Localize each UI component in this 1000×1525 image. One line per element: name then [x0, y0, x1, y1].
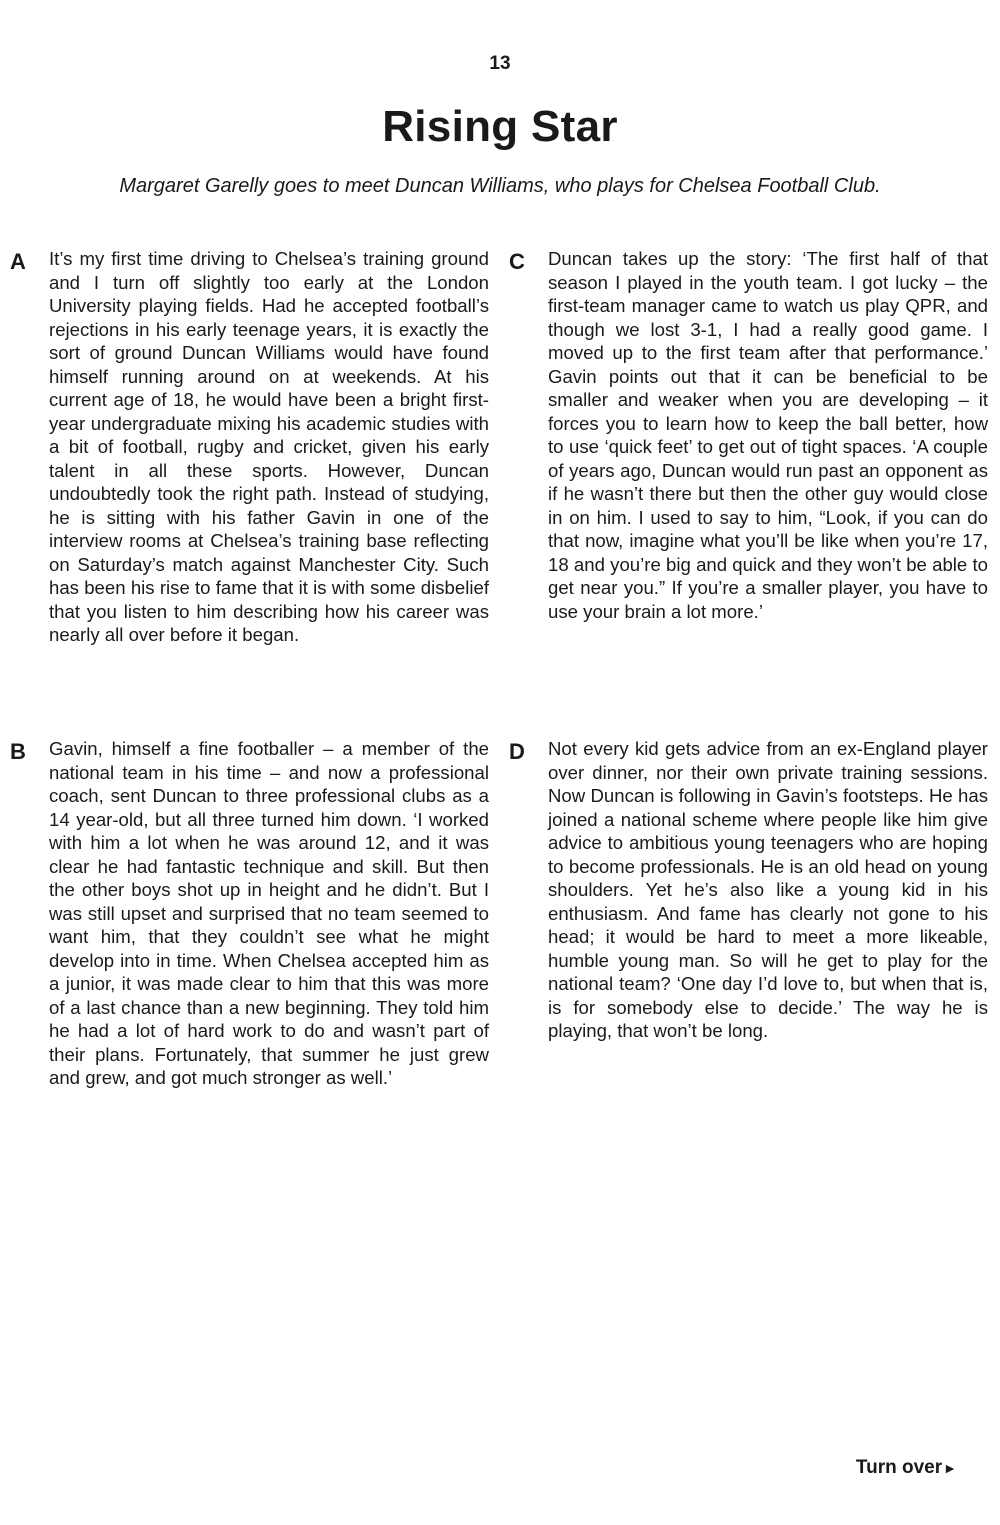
article-title: Rising Star	[382, 102, 618, 151]
section-letter: B	[10, 739, 26, 764]
turn-over-indicator	[856, 1457, 957, 1479]
section-letter: C	[509, 249, 525, 274]
section-text: Not every kid gets advice from an ex-England player over dinner, nor their own private training sessions. Now Duncan is following in Gavin’s footsteps. He has joined a national scheme where people like him give advice to ambitious young teenagers who are hoping to become professionals. He is an old head on young shoulders. Yet he’s also like a young kid in his enthusiasm. And fame has clearly not gone to his head; it would be hard to meet a more likeable, humble young man. So will he get to play for the national team? ‘One day I’d love to, but when that is, is for somebody else to decide.’ The way he is playing, that won’t be long.	[548, 738, 988, 1041]
section-text: Duncan takes up the story: ‘The first half of that season I played in the youth team. I got lucky – the first-team manager came to watch us play QPR, and though we lost 3-1, I had a really good game. I moved up to the first team after that performance.’ Gavin points out that it can be beneficial to be smaller and weaker when you are developing – it forces you to learn how to keep the ball better, how to use ‘quick feet’ to get out of tight spaces. ‘A couple of years ago, Duncan would run past an opponent as if he wasn’t there but then the other guy would close in on him. I used to say to him, “Look, if you can do that now, imagine what you’ll be like when you’re 17, 18 and you’re big and quick and they won’t be able to get near you.” If you’re a smaller player, you have to use your brain a lot more.’	[548, 248, 988, 622]
turn-over-label: Turn over	[855, 1457, 943, 1478]
arrow-right-icon: ►	[943, 1460, 957, 1476]
article-subtitle: Margaret Garelly goes to meet Duncan Williams, who plays for Chelsea Football Club.	[119, 175, 881, 197]
page-number: 13	[489, 53, 511, 74]
section-letter: D	[509, 739, 525, 764]
section-letter: A	[10, 249, 26, 274]
section-text: It’s my first time driving to Chelsea’s training ground and I turn off slightly too early at the London University playing fields. Had he accepted football’s rejections in his early teenage years, it is exactly the sort of ground Duncan Williams would have found himself running around on at weekends. At his current age of 18, he would have been a bright first-year undergraduate mixing his academic studies with a bit of football, rugby and cricket, given his early talent in all these sports. However, Duncan undoubtedly took the right path. Instead of studying, he is sitting with his father Gavin in one of the interview rooms at Chelsea’s training base reflecting on Saturday’s match against Manchester City. Such has been his rise to fame that it is with some disbelief that you listen to him describing how his career was nearly all over before it began.	[49, 248, 489, 645]
section-text: Gavin, himself a fine footballer – a member of the national team in his time – and now a professional coach, sent Duncan to three professional clubs as a 14 year-old, but all three turned him down. ‘I worked with him a lot when he was around 12, and it was clear he had fantastic technique and skill. But then the other boys shot up in height and he didn’t. But I was still upset and surprised that no team seemed to want him, that they couldn’t see what he might develop into in time. When Chelsea accepted him as a junior, it was made clear to him that this was more of a last chance than a new beginning. They told him he had a lot of hard work to do and wasn’t part of their plans. Fortunately, that summer he just grew and grew, and got much stronger as well.’	[49, 738, 489, 1088]
